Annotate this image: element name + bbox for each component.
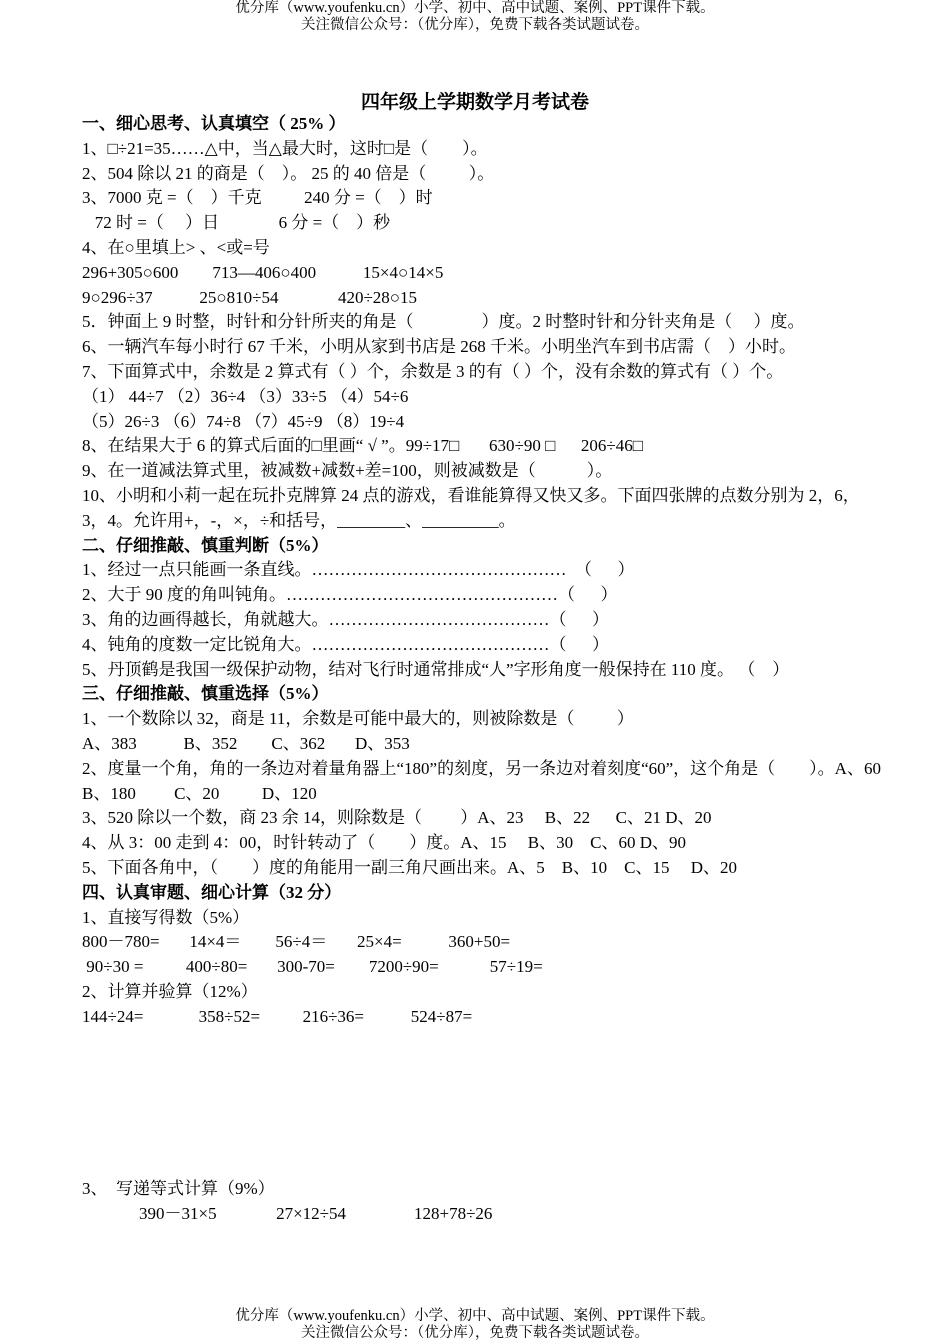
exam-body bbox=[82, 112, 915, 1227]
s3-question-4: 4、从 3：00 走到 4：00，时针转动了（ ）度。A、15 B、30 C、60 D、90 bbox=[82, 833, 686, 853]
s2-question-3: 3、角的边画得越长，角就越大。…………………………………（ ） bbox=[82, 609, 609, 629]
header-line-1: 优分库（www.youfenku.cn）小学、初中、高中试题、案例、PPT课件下载。 bbox=[235, 0, 715, 16]
s4-mental-row-2: 90÷30 = 400÷80= 300-70= 7200÷90= 57÷19= bbox=[82, 957, 543, 977]
s3-question-5: 5、下面各角中，（ ）度的角能用一副三角尺画出来。A、5 B、10 C、15 D、20 bbox=[82, 857, 737, 877]
s2-question-5: 5、丹顶鹤是我国一级保护动物，结对飞行时通常排成“人”字形角度一般保持在 110 度。 （ ） bbox=[82, 659, 790, 679]
page-header bbox=[0, 0, 950, 34]
page-footer bbox=[0, 1308, 950, 1342]
s1-question-7-row-2: （5）26÷3 （6）74÷8 （7）45÷9 （8）19÷4 bbox=[82, 411, 405, 431]
s1-question-3b: 72 时 =（ ）日 6 分 =（ ）秒 bbox=[82, 213, 391, 233]
s2-question-4: 4、钝角的度数一定比锐角大。……………………………………（ ） bbox=[82, 634, 609, 654]
s1-question-9: 9、在一道减法算式里，被减数+减数+差=100，则被减数是（ ）。 bbox=[82, 461, 613, 481]
header-line-2: 关注微信公众号：（优分库），免费下载各类试题试卷。 bbox=[301, 17, 649, 33]
s1-question-7: 7、下面算式中，余数是 2 算式有（ ）个，余数是 3 的有（ ）个，没有余数的算式有（ ）个。 bbox=[82, 361, 784, 381]
s4-stepwise-row: 390－31×5 27×12÷54 128+78÷26 bbox=[139, 1204, 493, 1224]
s1-question-8: 8、在结果大于 6 的算式后面的□里画“ √ ”。99÷17□ 630÷90 □ 206÷46□ bbox=[82, 436, 643, 456]
s1-question-3a: 3、7000 克 =（ ）千克 240 分 =（ ）时 bbox=[82, 188, 433, 208]
s4-verify-row: 144÷24= 358÷52= 216÷36= 524÷87= bbox=[82, 1006, 473, 1026]
s1-question-6: 6、一辆汽车每小时行 67 千米，小明从家到书店是 268 千米。小明坐汽车到书店需（ ）小时。 bbox=[82, 337, 796, 357]
s4-sub-3: 3、 写递等式计算（9%） bbox=[82, 1179, 275, 1199]
s2-question-1: 1、经过一点只能画一条直线。……………………………………… （ ） bbox=[82, 560, 635, 580]
s1-question-7-row-1: （1） 44÷7 （2）36÷4 （3）33÷5 （4）54÷6 bbox=[82, 386, 409, 406]
s3-question-3: 3、520 除以一个数，商 23 余 14，则除数是（ ）A、23 B、22 C、21 D、20 bbox=[82, 808, 712, 828]
s1-question-4: 4、在○里填上> 、<或=号 bbox=[82, 237, 270, 257]
s1-question-10: 10、小明和小莉一起在玩扑克牌算 24 点的游戏，看谁能算得又快又多。下面四张牌的点数分别为 2，6，3，4。允许用+，-，×，÷和括号，________、_________。 bbox=[82, 485, 860, 530]
work-space bbox=[82, 1029, 882, 1177]
s2-question-2: 2、大于 90 度的角叫钝角。…………………………………………（ ） bbox=[82, 585, 618, 605]
s3-question-2: 2、度量一个角，角的一条边对着量角器上“180”的刻度，另一条边对着刻度“60”，这个角是（ ）。A、60 B、180 C、20 D、120 bbox=[82, 758, 915, 803]
section-4-heading: 四、认真审题、细心计算（32 分） bbox=[82, 882, 342, 902]
footer-line-1: 优分库（www.youfenku.cn）小学、初中、高中试题、案例、PPT课件下载。 bbox=[235, 1308, 715, 1324]
s4-mental-row-1: 800－780= 14×4＝ 56÷4＝ 25×4= 360+50= bbox=[82, 932, 511, 952]
s4-sub-1: 1、直接写得数（5%） bbox=[82, 907, 250, 927]
section-3-heading: 三、仔细推敲、慎重选择（5%） bbox=[82, 684, 329, 704]
section-2-heading: 二、仔细推敲、慎重判断（5%） bbox=[82, 535, 329, 555]
s4-sub-2: 2、计算并验算（12%） bbox=[82, 981, 258, 1001]
s1-question-4-row-2: 9○296÷37 25○810÷54 420÷28○15 bbox=[82, 287, 418, 307]
s3-question-1-options: A、383 B、352 C、362 D、353 bbox=[82, 733, 410, 753]
exam-title: 四年级上学期数学月考试卷 bbox=[360, 92, 589, 113]
section-1-heading: 一、细心思考、认真填空（ 25% ） bbox=[82, 114, 346, 133]
s3-question-1: 1、一个数除以 32，商是 11，余数是可能中最大的，则被除数是（ ） bbox=[82, 709, 634, 729]
s1-question-4-row-1: 296+305○600 713—406○400 15×4○14×5 bbox=[82, 262, 444, 282]
s1-question-1: 1、□÷21=35……△中，当△最大时，这时□是（ ）。 bbox=[82, 138, 488, 158]
s1-question-5: 5．钟面上 9 时整，时针和分针所夹的角是（ ）度。2 时整时针和分针夹角是（ ）度。 bbox=[82, 312, 805, 332]
footer-line-2: 关注微信公众号：（优分库），免费下载各类试题试卷。 bbox=[301, 1325, 649, 1341]
s1-question-2: 2、504 除以 21 的商是（ ）。 25 的 40 倍是（ ）。 bbox=[82, 163, 495, 183]
